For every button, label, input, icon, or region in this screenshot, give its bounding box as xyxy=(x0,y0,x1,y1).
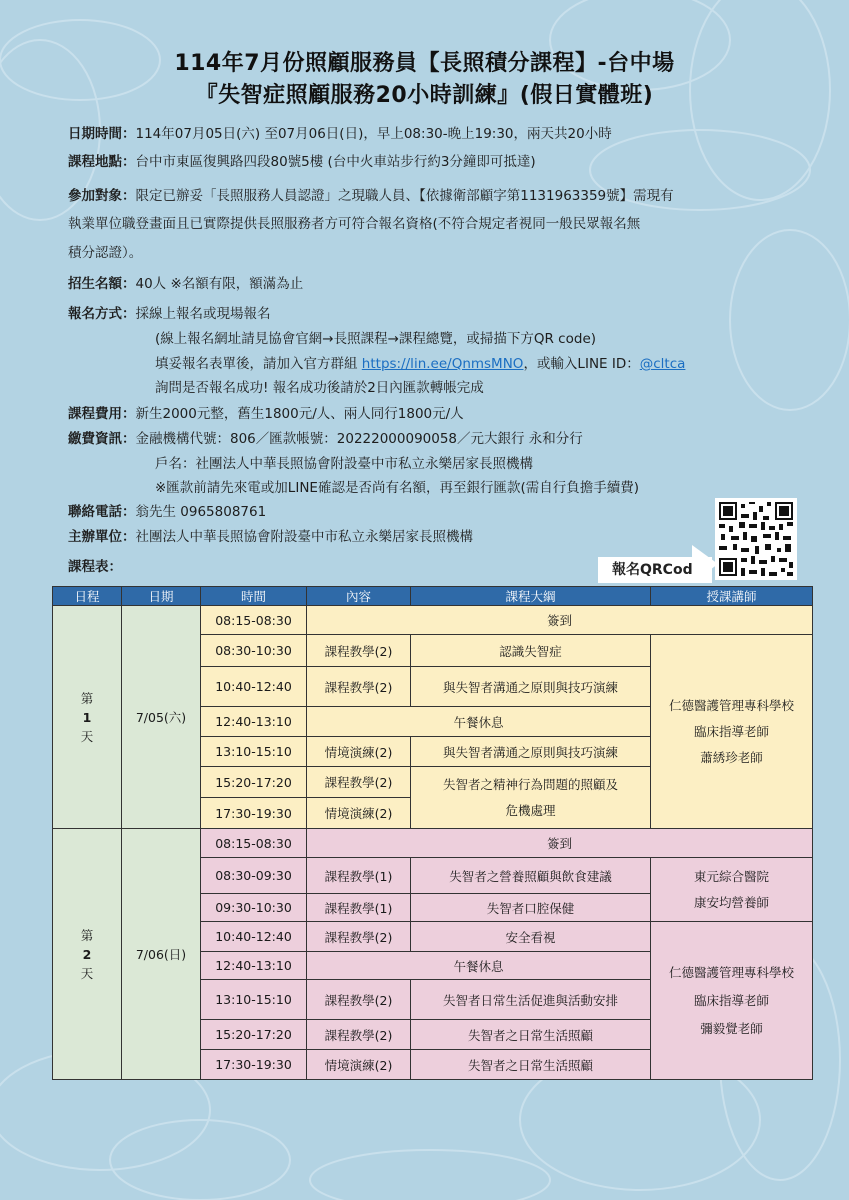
host-info xyxy=(68,527,473,547)
signup-line1: 採線上報名或現場報名 xyxy=(135,306,271,322)
time-cell: 13:10-15:10 xyxy=(201,737,307,767)
payment-line2: 戶名：社團法人中華長照協會附設臺中市私立永樂居家長照機構 xyxy=(155,456,533,472)
topic-cell: 認識失智症 xyxy=(411,635,651,667)
table-header-row xyxy=(53,587,813,606)
type-cell: 情境演練(2) xyxy=(307,1050,411,1080)
header-outline: 課程大綱 xyxy=(411,587,651,606)
target-label: 參加對象： xyxy=(68,188,136,204)
time-cell: 08:30-10:30 xyxy=(201,635,307,667)
line-id-link[interactable]: @cltca xyxy=(639,356,686,372)
time-cell: 17:30-19:30 xyxy=(201,798,307,829)
day2-label-bottom: 天 xyxy=(80,965,94,981)
quota-label: 招生名額： xyxy=(68,276,136,292)
time-cell: 08:30-09:30 xyxy=(201,858,307,894)
host-value: 社團法人中華長照協會附設臺中市私立永樂居家長照機構 xyxy=(135,529,473,545)
fee-info xyxy=(68,404,464,424)
time-cell: 12:40-13:10 xyxy=(201,707,307,737)
header-time: 時間 xyxy=(201,587,307,606)
topic-cell-merged xyxy=(411,767,651,829)
type-cell: 課程教學(1) xyxy=(307,858,411,894)
quota-info xyxy=(68,274,303,294)
time-cell: 10:40-12:40 xyxy=(201,667,307,707)
target-line3: 積分認證）。 xyxy=(68,245,143,261)
day2-lecturer-b-line3: 彌毅覺老師 xyxy=(700,1020,763,1036)
day2-date: 7/06(日) xyxy=(122,829,201,1080)
signup-line4: 詢問是否報名成功! 報名成功後請於2日內匯款轉帳完成 xyxy=(155,380,484,396)
type-cell: 情境演練(2) xyxy=(307,798,411,829)
day2-label-num: 2 xyxy=(82,946,92,962)
day2-lecturer-a xyxy=(651,858,813,922)
time-cell: 15:20-17:20 xyxy=(201,1020,307,1050)
header-date: 日期 xyxy=(122,587,201,606)
type-cell: 課程教學(2) xyxy=(307,922,411,952)
day1-lecturer-line2: 臨床指導老師 xyxy=(693,723,769,739)
page-title-line1: 114年7月份照顧服務員【長照積分課程】-台中場 xyxy=(174,51,675,76)
type-cell: 課程教學(2) xyxy=(307,667,411,707)
day1-label xyxy=(53,606,122,829)
time-cell: 10:40-12:40 xyxy=(201,922,307,952)
topic-cell: 失智者日常生活促進與活動安排 xyxy=(411,980,651,1020)
time-cell: 12:40-13:10 xyxy=(201,952,307,980)
day1-lecturer xyxy=(651,635,813,829)
payment-line3: ※匯款前請先來電或加LINE確認是否尚有名額，再至銀行匯款(需自行負擔手續費) xyxy=(155,480,639,496)
time-cell: 09:30-10:30 xyxy=(201,894,307,922)
lunch-cell: 午餐休息 xyxy=(307,952,651,980)
day1-label-bottom: 天 xyxy=(80,728,94,744)
day1-label-num: 1 xyxy=(82,709,92,725)
topic-cell: 安全看視 xyxy=(411,922,651,952)
day1-lecturer-line3: 蕭綉珍老師 xyxy=(700,749,763,765)
day1-label-top: 第 xyxy=(80,690,94,706)
signup-info xyxy=(68,304,271,324)
qr-code-image[interactable] xyxy=(715,498,797,580)
type-cell: 課程教學(2) xyxy=(307,980,411,1020)
merged-topic-line1: 失智者之精神行為問題的照顧及 xyxy=(442,776,618,792)
qr-code-tag: 報名QRCode xyxy=(598,557,712,583)
topic-cell: 失智者之日常生活照顧 xyxy=(411,1020,651,1050)
time-cell: 08:15-08:30 xyxy=(201,829,307,858)
line-group-link[interactable]: https://lin.ee/QnmsMNO xyxy=(361,356,524,372)
signup-line3-mid: ，或輸入LINE ID： xyxy=(523,356,640,372)
time-cell: 08:15-08:30 xyxy=(201,606,307,635)
date-label: 日期時間： xyxy=(68,126,136,142)
payment-info xyxy=(68,429,583,449)
phone-info xyxy=(68,502,266,522)
type-cell: 課程教學(2) xyxy=(307,1020,411,1050)
header-content: 內容 xyxy=(307,587,411,606)
header-lecturer: 授課講師 xyxy=(651,587,813,606)
payment-label: 繳費資訊： xyxy=(68,431,136,447)
signup-line2: (線上報名網址請見協會官網→長照課程→課程總覽，或掃描下方QR code) xyxy=(155,331,597,347)
time-cell: 15:20-17:20 xyxy=(201,767,307,798)
checkin-cell: 簽到 xyxy=(307,606,813,635)
signup-line3-pre: 填妥報名表單後，請加入官方群組 xyxy=(155,356,362,372)
day2-lecturer-a-line1: 東元綜合醫院 xyxy=(693,868,769,884)
merged-topic-line2: 危機處理 xyxy=(505,802,556,818)
date-value: 114年07月05日(六) 至07月06日(日)，早上08:30-晚上19:30，兩天共20小時 xyxy=(135,126,612,142)
day2-lecturer-b-line2: 臨床指導老師 xyxy=(693,992,769,1008)
type-cell: 課程教學(2) xyxy=(307,767,411,798)
topic-cell: 失智者口腔保健 xyxy=(411,894,651,922)
day2-label xyxy=(53,829,122,1080)
time-cell: 13:10-15:10 xyxy=(201,980,307,1020)
topic-cell: 失智者之日常生活照顧 xyxy=(411,1050,651,1080)
schedule-label-text: 課程表： xyxy=(68,559,122,575)
payment-line1: 金融機構代號：806／匯款帳號：20222000090058／元大銀行 永和分行 xyxy=(135,431,583,447)
target-info xyxy=(68,186,674,206)
target-line1: 限定已辦妥「長照服務人員認證」之現職人員、【依據衛部顧字第1131963359號】需現有 xyxy=(135,188,674,204)
date-info xyxy=(68,124,612,144)
qr-arrow-icon xyxy=(692,545,718,583)
table-row xyxy=(53,606,813,635)
day2-lecturer-a-line2: 康安均營養師 xyxy=(693,894,769,910)
qr-code-icon xyxy=(715,498,797,580)
type-cell: 課程教學(1) xyxy=(307,894,411,922)
time-cell: 17:30-19:30 xyxy=(201,1050,307,1080)
topic-cell: 與失智者溝通之原則與技巧演練 xyxy=(411,667,651,707)
type-cell: 課程教學(2) xyxy=(307,635,411,667)
topic-cell: 與失智者溝通之原則與技巧演練 xyxy=(411,737,651,767)
schedule-table xyxy=(52,586,813,1080)
day2-label-top: 第 xyxy=(80,927,94,943)
day2-lecturer-b xyxy=(651,922,813,1080)
day2-lecturer-b-line1: 仁德醫護管理專科學校 xyxy=(668,964,794,980)
header-day: 日程 xyxy=(53,587,122,606)
host-label: 主辦單位： xyxy=(68,529,136,545)
target-line2: 執業單位職登畫面且已實際提供長照服務者方可符合報名資格(不符合規定者視同一般民眾報名無 xyxy=(68,216,641,232)
checkin-cell: 簽到 xyxy=(307,829,813,858)
location-value: 台中市東區復興路四段80號5樓 (台中火車站步行約3分鐘即可抵達) xyxy=(135,154,536,170)
day1-date: 7/05(六) xyxy=(122,606,201,829)
signup-line3 xyxy=(155,354,685,374)
phone-label: 聯絡電話： xyxy=(68,504,136,520)
phone-value: 翁先生 0965808761 xyxy=(135,504,267,520)
page-title-line2: 『失智症照顧服務20小時訓練』(假日實體班) xyxy=(195,83,654,108)
fee-label: 課程費用： xyxy=(68,406,136,422)
signup-label: 報名方式： xyxy=(68,306,136,322)
location-label: 課程地點： xyxy=(68,154,136,170)
topic-cell: 失智者之營養照顧與飲食建議 xyxy=(411,858,651,894)
table-row xyxy=(53,829,813,858)
schedule-label xyxy=(68,557,122,577)
lunch-cell: 午餐休息 xyxy=(307,707,651,737)
day1-lecturer-line1: 仁德醫護管理專科學校 xyxy=(668,697,794,713)
location-info xyxy=(68,152,536,172)
fee-value: 新生2000元整，舊生1800元/人、兩人同行1800元/人 xyxy=(135,406,464,422)
type-cell: 情境演練(2) xyxy=(307,737,411,767)
quota-value: 40人 ※名額有限，額滿為止 xyxy=(135,276,304,292)
